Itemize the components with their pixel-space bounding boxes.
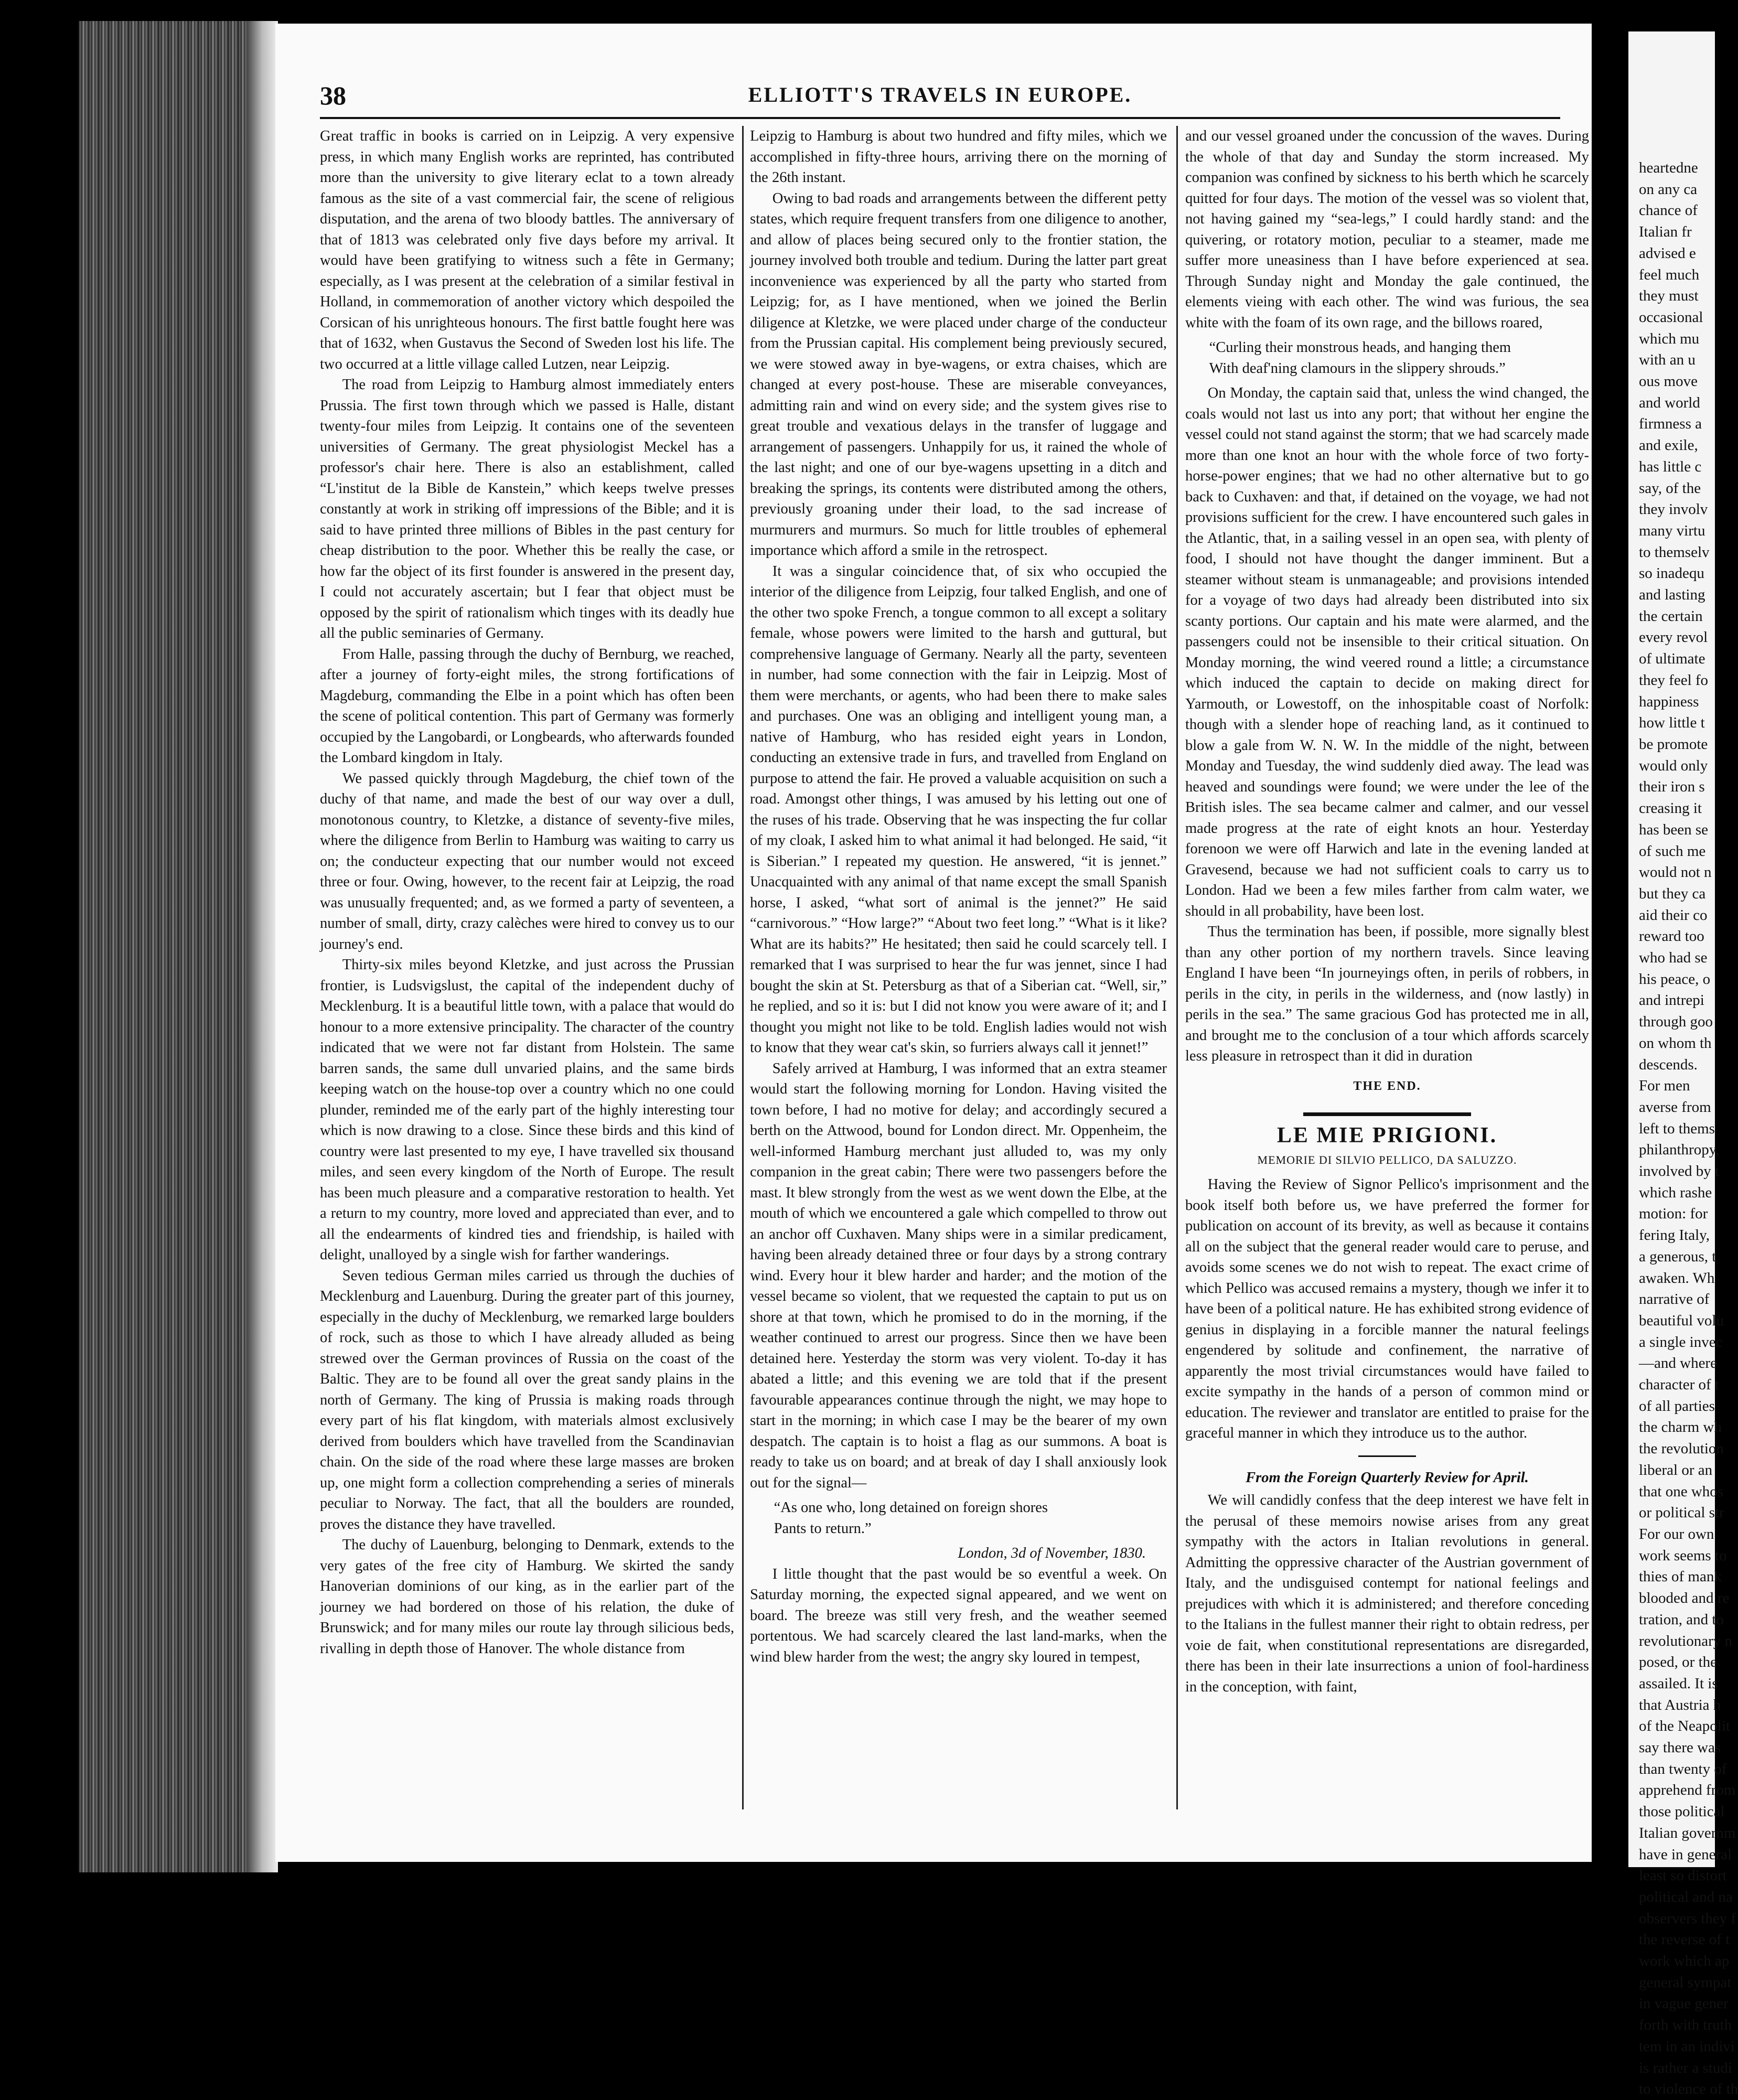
adjacent-page-edge [1628,31,1738,2098]
adjacent-page-line: observers they f [1639,1910,1736,1927]
adjacent-page-line: posed, or the [1639,1654,1717,1671]
page-38 [275,24,1592,1862]
adjacent-page-line: those political [1639,1803,1725,1820]
adjacent-page-line: has little c [1639,458,1702,475]
adjacent-page-line: least so distort [1639,1867,1727,1884]
adjacent-page-line: say, of the [1639,479,1701,497]
column-divider [1176,126,1178,1809]
adjacent-page-line: aid their co [1639,906,1708,924]
adjacent-page-line: a single invec [1639,1333,1723,1351]
adjacent-page-line: political and na [1639,1888,1733,1905]
adjacent-page-line: they involv [1639,501,1708,518]
adjacent-page-line: left to thems [1639,1120,1715,1137]
adjacent-page-line: thies of mank [1639,1568,1722,1585]
page-number: 38 [320,81,346,110]
adjacent-page-line: beautiful volu [1639,1312,1724,1329]
adjacent-page-line: For our own [1639,1526,1714,1542]
header-rule [320,117,1560,119]
adjacent-page-line: the charm wh [1639,1419,1722,1436]
article-title: LE MIE PRIGIONI. [1276,1123,1498,1148]
adjacent-page-line: tem in an indivi [1639,2038,1735,2055]
adjacent-page-line: involved by t [1639,1163,1720,1180]
article-intro: Having the Review of Signor Pellico's imprisonment and the book itself both before us, we have preferred the former for publication on account of its brevity, as well as because it contains all on the subject that the general reader would care to peruse, and avoids some scenes we do not wish to repeat. The exact crime of which Pellico was accused remains a mystery, though we infer it to have been of a political nature. He has exhibited strong evidence of genius in displaying in a forcible manner the natural feelings engendered by solitude and confinement, the narrative of apparently the most trivial circumstances would have failed to excite sympathy in the hands of a person of common mind or education. The reviewer and translator are entitled to praise for the graceful manner in which they introduce us to the author. [1185,1176,1589,1441]
adjacent-page-line: —and where [1639,1355,1717,1372]
adjacent-page-line: of the Neapolit [1639,1718,1730,1735]
adjacent-page-line: work seems to [1639,1547,1727,1564]
the-end-label: THE END. [1353,1079,1421,1093]
letter-dateline: London, 3d of November, 1830. [958,1545,1146,1561]
paragraph: and our vessel groaned under the concussion of the waves. During the whole of that day and Sunday the storm increased. My companion was confined by sickness to his berth which he scarcely quitted for four days. The motion of the vessel was so violent that, not having gained my “sea-legs,” I could hardly stand: and the quivering, or rotatory motion, peculiar to a steamer, made me suffer more uneasiness than I have before experienced at sea. Through Sunday night and Monday the gale continued, the elements vieing with each other. The wind was furious, the sea white with the foam of its own rage, and the billows roared, [1185,128,1589,331]
adjacent-page-line: character of t [1639,1376,1719,1394]
adjacent-page-line: awaken. Wh [1639,1269,1715,1287]
paragraph: Leipzig to Hamburg is about two hundred and fifty miles, which we accomplished in fifty-three hours, arriving there on the morning of the 26th instant. [750,128,1167,186]
adjacent-page-line: on whom th [1639,1034,1712,1052]
adjacent-page-line: or political str [1639,1504,1724,1522]
paragraph: The road from Leipzig to Hamburg almost immediately enters Prussia. The first town through which we passed is Halle, distant twenty-four miles from Leipzig. It contains one of the seventeen universities of Germany. The great physiologist Meckel has a professor's chair here. There is also an establishment, called “L'institut de la Bible de Kanstein,” which keeps twelve presses constantly at work in striking off impressions of the Bible; and it is said to have printed three millions of Bibles in the past century for cheap distribution to the poor. Whether this be really the case, or how far the object of its first founder is answered in the present day, I could not accurately ascertain; but I fear that object must be opposed by the spirit of rationalism which tinges with its deadly hue all the public seminaries of Germany. [320,377,734,641]
adjacent-page-line: work which ap [1639,1953,1730,1970]
adjacent-page-line: of ultimate [1639,650,1705,668]
adjacent-page-line: liberal or an [1639,1461,1713,1478]
adjacent-page-line: they must [1639,287,1699,305]
adjacent-page-line: ous move [1639,373,1698,390]
paragraph: From Halle, passing through the duchy of Bernburg, we reached, after a journey of forty-eight miles, the strong fortifications of Magdeburg, commanding the Elbe in a point which has often been the scene of political contention. This part of Germany was formerly occupied by the Langobardi, or Longbeards, who afterwards founded the Lombard kingdom in Italy. [320,646,734,766]
article-body: We will candidly confess that the deep interest we have felt in the perusal of these memoirs nowise arises from any great sympathy with the actors in Italian revolutions in general. Admitting the oppressive character of the Austrian government of Italy, and the undisguised contempt for national feelings and prejudices with which it is administered; and therefore conceding to the Italians in the fullest manner their right to obtain redress, per voie de fait, when constitutional representations are disregarded, there has been in their late insurrections a union of fool-hardiness in the conception, with faint, [1185,1492,1589,1695]
adjacent-page-line: say there was [1639,1739,1721,1756]
short-rule [1358,1455,1416,1457]
adjacent-page-line: which mu [1639,330,1700,347]
adjacent-page-line: would not n [1639,864,1712,881]
column-divider [742,126,744,1809]
running-header [320,80,1560,112]
paragraph: I little thought that the past would be so eventful a week. On Saturday morning, the expected signal appeared, and we went on board. The breeze was still very fresh, and the weather seemed portentous. We had scarcely cleared the last land-marks, when the wind blew harder from the west; the angry sky loured in tempest, [750,1566,1167,1665]
column-3 [1185,126,1589,1697]
adjacent-page-line: with an u [1639,351,1696,369]
paragraph: The duchy of Lauenburg, belonging to Denmark, extends to the very gates of the free city of Hamburg. We skirted the sandy Hanoverian dominions of our king, as in the earlier part of the journey we had bordered on those of his relation, the duke of Brunswick; and for many miles our route lay through silicious beds, rivalling in depth those of Hanover. The whole distance from [320,1537,734,1657]
adjacent-page-line: and lasting [1639,586,1705,604]
article-source: From the Foreign Quarterly Review for April. [1246,1469,1529,1486]
adjacent-page-line: than twenty of [1639,1760,1727,1777]
adjacent-page-line: is rather a studi [1639,2059,1732,2076]
paragraph: We passed quickly through Magdeburg, the chief town of the duchy of that name, and made the best of our way over a dull, monotonous country, to Kletzke, a distance of seventy-five miles, where the diligence from Berlin to Hamburg was waiting to carry us on; the conducteur expecting that our number would not exceed three or four. Owing, however, to the recent fair at Leipzig, the road was unusually frequented; and, as we formed a party of seventeen, a number of small, dirty, crazy calèches were hired to convey us to our journey's end. [320,770,734,952]
adjacent-page-line: a generous, t [1639,1248,1716,1265]
adjacent-page-line: For men [1639,1077,1690,1095]
adjacent-page-line: the reverse of t [1639,1931,1730,1948]
adjacent-page-text [1628,31,1738,2100]
adjacent-page-line: and world [1639,394,1700,411]
section-rule [1303,1112,1471,1116]
adjacent-page-line: be promote [1639,735,1708,753]
adjacent-page-line: feel much [1639,266,1700,283]
adjacent-page-line: has been se [1639,821,1709,838]
adjacent-page-line: the revolution [1639,1440,1724,1458]
adjacent-page-line: to themselv [1639,543,1710,561]
adjacent-page-line: to violence of th [1639,2081,1738,2098]
column-1 [320,126,734,1659]
adjacent-page-line: Italian fr [1639,223,1692,241]
adjacent-page-line: tration, and to [1639,1611,1724,1628]
adjacent-page-line: occasional [1639,308,1703,326]
adjacent-page-line: of all parties [1639,1397,1715,1415]
paragraph: Owing to bad roads and arrangements between the different petty states, which require frequent transfers from one diligence to another, and allow of places being secured only to the frontier station, the journey involved both trouble and tedium. During the latter part great inconvenience was experienced by all the party who started from Leipzig; for, as I have mentioned, when we joined the Berlin diligence at Kletzke, we were placed under charge of the conducteur from the Prussian capital. His complement being previously secured, we were stowed away in bye-wagens, or extra chaises, which are changed at every post-house. These are miserable conveyances, admitting rain and wind on every side; and the system gives rise to great trouble and vexatious delays in the transfer of luggage and arrangement of passengers. Unhappily for us, it rained the whole of the last night; and one of our bye-wagens upsetting in a ditch and breaking the springs, its contents were distributed among the others, previously groaning under their load, to the sad increase of murmurers and murmurs. So much for little troubles of ephemeral importance which afford a smile in the retrospect. [750,190,1167,559]
adjacent-page-line: and intrepi [1639,992,1704,1009]
column-2 [750,126,1167,1667]
adjacent-page-line: motion: for [1639,1205,1708,1223]
adjacent-page-line: his peace, o [1639,970,1711,988]
adjacent-page-line: on any ca [1639,180,1698,198]
adjacent-page-line: they feel fo [1639,671,1709,689]
adjacent-page-line: every revol [1639,629,1708,646]
book-binding-gutter [79,21,273,1872]
adjacent-page-line: assailed. It is [1639,1675,1718,1692]
adjacent-page-line: averse from [1639,1098,1711,1116]
adjacent-page-line: creasing it [1639,800,1702,817]
adjacent-page-line: philanthropy, [1639,1141,1720,1159]
adjacent-page-line: the certain [1639,607,1703,625]
adjacent-page-line: Italian governm [1639,1824,1736,1841]
adjacent-page-line: that Austria h [1639,1696,1721,1713]
adjacent-page-line: fering Italy, [1639,1227,1710,1244]
adjacent-page-line: general sympat [1639,1974,1732,1991]
adjacent-page-line: in vague gener [1639,1995,1729,2012]
adjacent-page-line: chance of [1639,202,1698,219]
adjacent-page-line: forth with truth [1639,2017,1732,2034]
adjacent-page-line: would only [1639,757,1708,774]
adjacent-page-line: who had se [1639,949,1708,967]
adjacent-page-line: revolutionary n [1639,1632,1732,1649]
adjacent-page-line: of such me [1639,842,1706,860]
adjacent-page-line: blooded and re [1639,1590,1730,1607]
adjacent-page-line: so inadequ [1639,565,1704,582]
adjacent-page-line: reward too [1639,928,1704,945]
verse-quote: “Curling their monstrous heads, and hanging them With deaf'ning clamours in the slippery shrouds.” [1209,339,1511,377]
paragraph: Thus the termination has been, if possible, more signally blest than any other portion of my northern travels. Since leaving England I have been “In journeyings often, in perils of robbers, in perils in the city, in perils in the wilderness, and (now lastly) in perils in the sea.” The same gracious God has protected me in all, and brought me to the conclusion of a tour which affords scarcely less pleasure in retrospect than it did in duration [1185,924,1589,1064]
article-subtitle: MEMORIE DI SILVIO PELLICO, DA SALUZZO. [1257,1153,1517,1166]
adjacent-page-line: but they ca [1639,885,1706,902]
adjacent-page-line: have in general [1639,1846,1732,1863]
adjacent-page-line: advised e [1639,244,1696,262]
adjacent-page-line: and exile, [1639,437,1698,454]
adjacent-page-line: apprehend from [1639,1782,1736,1799]
paragraph: Thirty-six miles beyond Kletzke, and just across the Prussian frontier, is Ludsvigslust, the capital of the independent duchy of Mecklenburg. It is a beautiful little town, with a palace that would do honour to a more extensive principality. The character of the country indicated that we were not far distant from Holstein. The same barren sands, the same dull unvaried plains, and the same birds keeping watch on the house-top over a country which no one could plunder, reminded me of the early part of the highly interesting tour which is now drawing to a close. Since these birds and this kind of country were last presented to my eye, I have travelled six thousand miles, and seen every kingdom of the North of Europe. The result has been much pleasure and a comparative restoration to health. Yet a return to my country, more loved and appreciated than ever, and to all the endearments of kindred ties and friendship, is hailed with delight, unalloyed by a single wish for farther wanderings. [320,957,734,1263]
adjacent-page-line: that one whos [1639,1483,1724,1500]
running-title: ELLIOTT'S TRAVELS IN EUROPE. [748,83,1132,106]
adjacent-page-line: through goo [1639,1013,1713,1031]
adjacent-page-line: their iron s [1639,778,1705,796]
adjacent-page-line: heartedne [1639,159,1698,176]
paragraph: On Monday, the captain said that, unless the wind changed, the coals would not last us into any port; that without her engine the vessel could not stand against the storm; that we had scarcely made more than one knot an hour with the whole force of two forty-horse-power engines; that we had no other alternative but to go back to Cuxhaven: and that, if detained on the voyage, we had not provisions sufficient for the crew. I have encountered such gales in the Atlantic, that, in a sailing vessel in an open sea, with plenty of food, I should not have thought the danger imminent. But a steamer without steam is unmanageable; and provisions intended for a voyage of two days had already been distributed into six scanty portions. Our captain and his mate were alarmed, and the passengers could not be insensible to their critical situation. On Monday morning, the wind veered round a little; a circumstance which induced the captain to decide on making direct for Yarmouth, or Lowestoff, on the inhospitable coast of Norfolk: though with a slender hope of reaching land, as it continued to blow a gale from W. N. W. In the middle of the night, between Monday and Tuesday, the wind suddenly died away. The lead was heaved and soundings were found; we were under the lee of the British isles. The sea became calmer and calmer, and our vessel made progress at the rate of eight knots an hour. Yesterday forenoon we were off Harwich and late in the evening landed at Gravesend, because we had not sufficient coals to carry us to London. Had we been a few miles farther from calm water, we should in all probability, have been lost. [1185,385,1589,919]
adjacent-page-line: many virtu [1639,522,1705,539]
paragraph: Great traffic in books is carried on in Leipzig. A very expensive press, in which many English works are reprinted, has contributed more than the university to give literary eclat to a town already famous as the site of a vast commercial fair, the scene of religious disputation, and the arena of two bloody battles. The anniversary of that of 1813 was celebrated only five days before my arrival. It would have been gratifying to witness such a fête in Germany; especially, as I was present at the celebration of a similar festival in Holland, in commemoration of another victory which despoiled the Corsican of his unrighteous honours. The first battle fought here was that of 1632, when Gustavus the Second of Sweden lost his life. The two occurred at a little village called Lutzen, near Leipzig. [320,128,734,372]
verse-quote: “As one who, long detained on foreign shores Pants to return.” [774,1499,1048,1537]
page-curl-shadow [246,21,278,1872]
adjacent-page-line: descends. [1639,1056,1698,1073]
adjacent-page-line: narrative of [1639,1291,1710,1308]
paragraph: Seven tedious German miles carried us through the duchies of Mecklenburg and Lauenburg. During the greater part of this journey, especially in the duchy of Mecklenburg, we remarked large boulders of rock, such as those to which I have already alluded as being strewed over the German provinces of Russia on the coast of the Baltic. They are to be found all over the great sandy plains in the north of Germany. The king of Prussia is making roads through every part of his flat kingdom, with materials almost exclusively derived from boulders which have travelled from the Scandinavian chain. On the side of the road where these large masses are broken up, one might form a collection comprehending a series of minerals peculiar to Norway. The fact, that all the boulders are rounded, proves the distance they have travelled. [320,1267,734,1533]
adjacent-page-line: how little t [1639,714,1705,732]
adjacent-page-line: which rashe [1639,1184,1712,1201]
paragraph: Safely arrived at Hamburg, I was informed that an extra steamer would start the following morning for London. Having visited the town before, I had no motive for delay; and accordingly secured a berth on the Attwood, bound for London direct. Mr. Oppenheim, the well-informed Hamburg merchant just alluded to, was my only companion in the great cabin; There were two passengers before the mast. It blew strongly from the west as we went down the Elbe, at the mouth of which we encountered a gale which compelled to throw out an anchor off Cuxhaven. Many ships were in a similar predicament, having been already detained three or four days by a strong contrary wind. Every hour it blew harder and harder; and the motion of the vessel became so violent, that we requested the captain to put us on shore at that town, which he promised to do in the morning, if the weather continued to arrest our progress. Since then we have been detained here. Yesterday the storm was very violent. To-day it has abated a little; and this evening we are told that if the present favourable appearances continue through the night, we may hope to start in the morning; in which case I may be the bearer of my own despatch. The captain is to hoist a flag as our summons. A boat is ready to take us on board; and at break of day I shall anxiously look out for the signal— [750,1060,1167,1491]
paragraph: It was a singular coincidence that, of six who occupied the interior of the diligence from Leipzig, four talked English, and one of the other two spoke French, a tongue common to all except a solitary female, whose powers were limited to the harsh and guttural, but comprehensive language of Germany. Nearly all the party, seventeen in number, had some connection with the fair in Leipzig. Most of them were merchants, or agents, who had been there to make sales and purchases. One was an obliging and intelligent young man, a native of Hamburg, who has resided eight years in London, conducting an extensive trade in furs, and travelled from England on purpose to attend the fair. He proved a valuable acquisition on such a road. Amongst other things, I was amused by his letting out one of the ruses of his trade. Observing that he was inspecting the fur collar of my cloak, I asked him to what animal it had belonged. He said, “it is Siberian.” I repeated my question. He answered, “it is jennet.” Unacquainted with any animal of that name except the small Spanish horse, I asked, “what sort of animal is the jennet?” He said “carnivorous.” “How large?” “About two feet long.” “What is it like? What are its habits?” He hesitated; then said he could scarcely tell. I remarked that I was surprised to hear the fur was jennet, since I had bought the skin at St. Petersburg as that of a Siberian cat. “Well, sir,” he replied, and so it is: but I did not know you were aware of it; and I thought you might not like to be told. English ladies would not wish to know that they wear cat's skin, so furriers always call it jennet!” [750,563,1167,1056]
adjacent-page-line: happiness [1639,693,1699,710]
adjacent-page-line: firmness a [1639,415,1702,433]
